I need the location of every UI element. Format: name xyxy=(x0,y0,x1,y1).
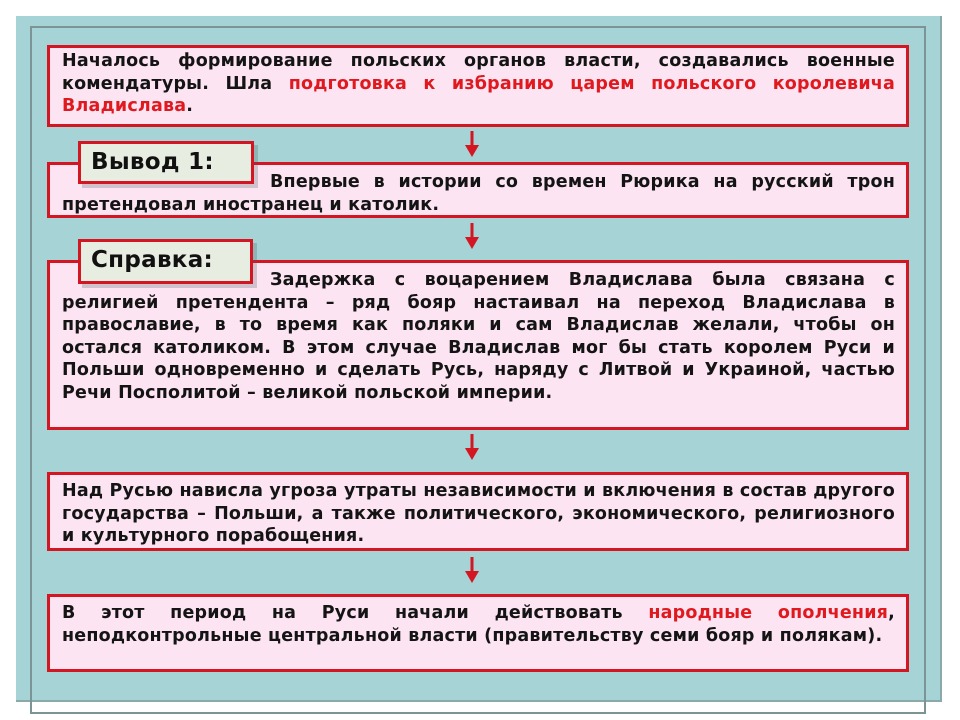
reference-label: Справка: xyxy=(78,239,253,284)
reference-text: Задержка с воцарением Владислава была связана с религией претендента – ряд бояр настаивал на переход Владислава в православие, в то время как поляки и сам Владислав желали, чтобы он остался католиком. В этом случае Владислав мог бы стать королем Руси и Польши одновременно и сделать Русь, наряду с Литвой и Украиной, частью Речи Посполитой – великой польской империи. xyxy=(62,270,895,403)
paragraph xyxy=(62,602,895,647)
paragraph-text: Началось формирование польских органов власти, создавались военные комендатуры. Шла xyxy=(62,51,895,94)
paragraph xyxy=(62,480,895,548)
paragraph xyxy=(62,50,895,118)
text-box-polish-authorities xyxy=(47,45,909,127)
down-arrow-icon xyxy=(463,130,481,158)
text-box-threat xyxy=(47,472,909,551)
paragraph-text-end: . xyxy=(186,96,194,116)
paragraph-text: В этот период на Руси начали действовать xyxy=(62,603,649,623)
down-arrow-icon xyxy=(463,433,481,461)
conclusion-label: Вывод 1: xyxy=(78,141,254,184)
conclusion-text: Впервые в истории со времен Рюрика на русский трон претендовал иностранец и католик. xyxy=(62,172,895,215)
down-arrow-icon xyxy=(463,556,481,584)
paragraph xyxy=(62,269,895,404)
down-arrow-icon xyxy=(463,222,481,250)
text-box-reference xyxy=(47,260,909,430)
highlight-text: народные ополчения xyxy=(648,603,889,623)
paragraph-text-end: , неподконтрольные центральной власти (правительству семи бояр и полякам). xyxy=(62,603,895,646)
highlight-text: подготовка к избранию царем польского королевича Владислава xyxy=(62,73,895,116)
threat-text: Над Русью нависла угроза утраты независимости и включения в состав другого государства – Польши, а также политического, экономического, религиозного и культурного порабощения. xyxy=(62,481,895,546)
text-box-militia xyxy=(47,594,909,672)
